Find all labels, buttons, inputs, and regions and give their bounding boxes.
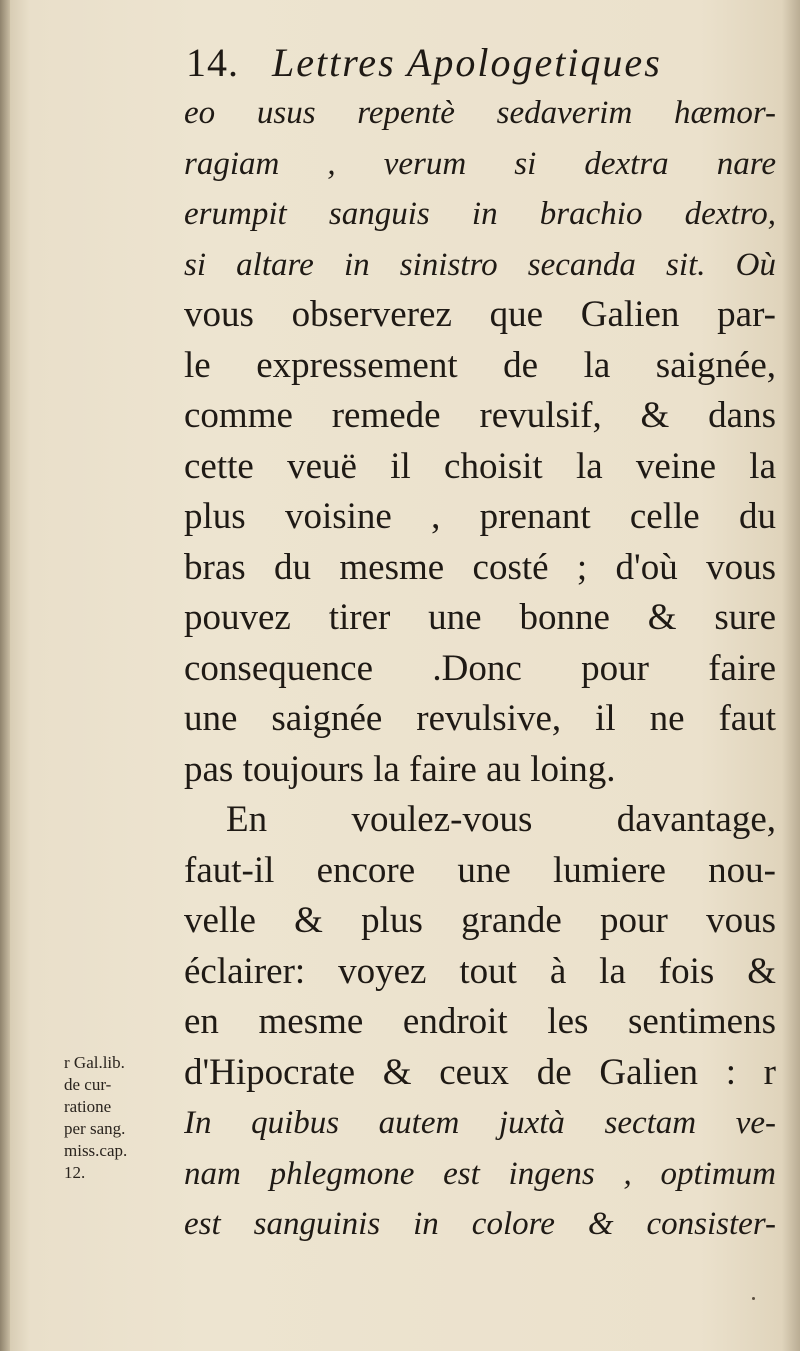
text-line: nam phlegmone est ingens , optimum	[184, 1155, 776, 1192]
text-line: pas toujours la faire au loing.	[184, 748, 616, 790]
text-line: pouvez tirer une bonne & sure	[184, 597, 776, 638]
text-line: en mesme endroit les sentimens	[184, 1001, 776, 1042]
text-line: comme remede revulsif, & dans	[184, 395, 776, 436]
text-line: bras du mesme costé ; d'où vous	[184, 546, 776, 588]
text-line: consequence .Donc pour faire	[184, 647, 776, 689]
text-line: eo usus repentè sedaverim hæmor-	[184, 95, 776, 131]
paper-speck	[752, 1297, 755, 1300]
text-line: vous observerez que Galien par-	[184, 294, 776, 335]
running-title: Lettres Apologetiques	[272, 40, 662, 85]
text-line: ragiam , verum si dextra nare	[184, 145, 776, 182]
text-line: est sanguinis in colore & consister-	[184, 1206, 776, 1242]
text-line: In quibus autem juxtà sectam ve-	[184, 1105, 776, 1141]
text-line: cette veuë il choisit la veine la	[184, 445, 776, 487]
text-line: éclairer: voyez tout à la fois &	[184, 950, 776, 992]
margin-note-line: miss.cap.	[64, 1141, 128, 1160]
page-number: 14.	[186, 40, 239, 85]
margin-note-line: r Gal.lib.	[64, 1053, 125, 1072]
text-line: erumpit sanguis in brachio dextro,	[184, 196, 776, 232]
text-line: d'Hipocrate & ceux de Galien : r	[184, 1051, 776, 1093]
page-edge-shadow	[782, 0, 800, 1351]
text-line: si altare in sinistro secanda sit. Où	[184, 246, 776, 283]
text-line: faut-il encore une lumiere nou-	[184, 849, 776, 891]
text-line: En voulez-vous davantage,	[226, 799, 776, 840]
page-header	[186, 38, 746, 88]
text-line: plus voisine , prenant celle du	[184, 496, 776, 537]
margin-note-line: 12.	[64, 1163, 86, 1182]
margin-note-line: de cur-	[64, 1075, 112, 1094]
page-gutter	[0, 0, 10, 1351]
text-line: velle & plus grande pour vous	[184, 900, 776, 941]
margin-note-line: ratione	[64, 1097, 112, 1116]
text-line: une saignée revulsive, il ne faut	[184, 698, 776, 739]
margin-citation	[64, 1052, 154, 1184]
text-line: le expressement de la saignée,	[184, 344, 776, 386]
body-text	[184, 88, 776, 1250]
margin-note-line: per sang.	[64, 1119, 126, 1138]
